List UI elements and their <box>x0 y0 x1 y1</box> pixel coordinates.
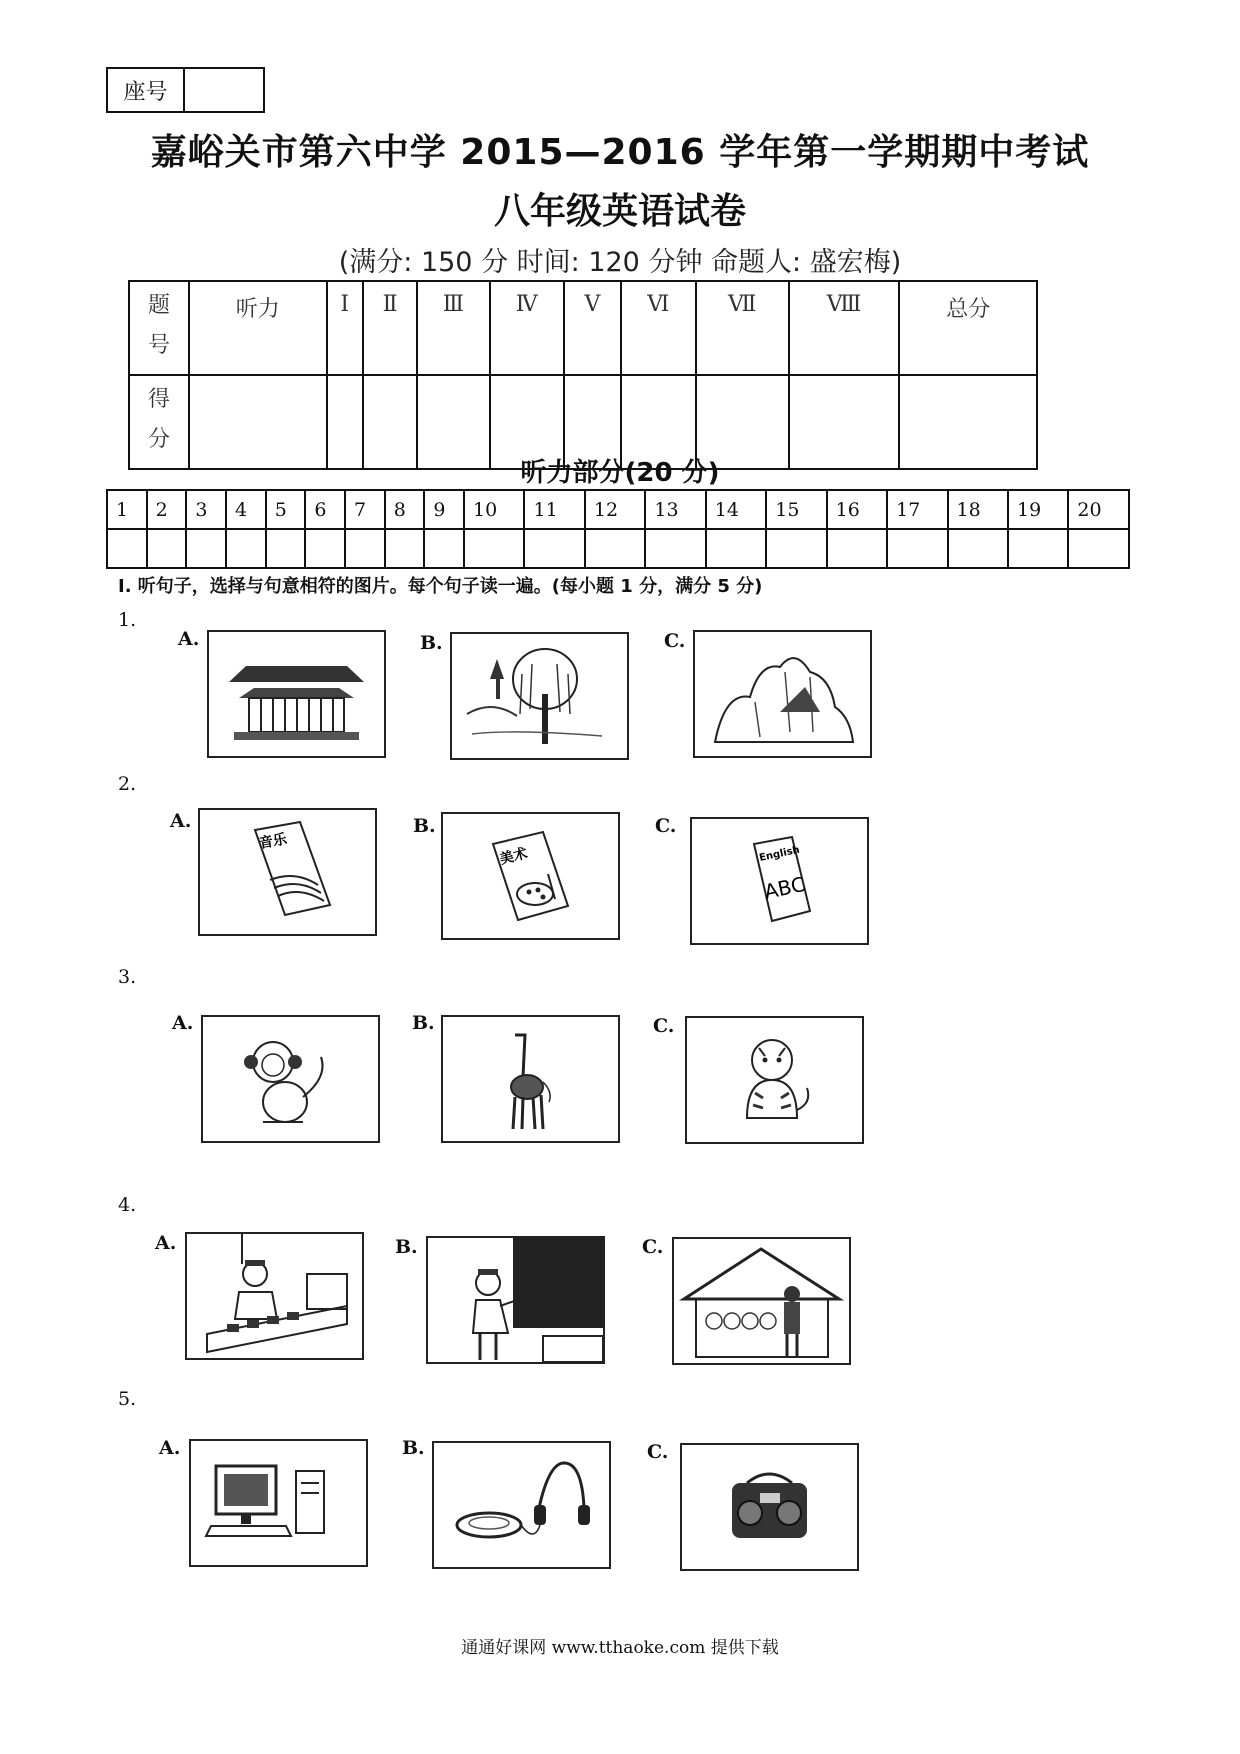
option-c-picture[interactable] <box>672 1237 851 1365</box>
seat-number-box <box>106 67 265 113</box>
header-7: Ⅶ <box>696 281 789 375</box>
answer-number-cell: 9 <box>424 490 464 529</box>
answer-blank-cell[interactable] <box>147 529 187 568</box>
mountains-icon <box>695 632 870 756</box>
option-label: B. <box>395 1236 418 1258</box>
answer-blank-cell[interactable] <box>645 529 705 568</box>
answer-blank-cell[interactable] <box>524 529 584 568</box>
answer-number-cell: 20 <box>1068 490 1129 529</box>
answer-number-cell: 5 <box>266 490 306 529</box>
tiger-icon <box>687 1018 862 1142</box>
header-8: Ⅷ <box>789 281 900 375</box>
header-2: Ⅱ <box>363 281 417 375</box>
option-a-picture[interactable] <box>185 1232 364 1360</box>
option-b-picture[interactable] <box>450 632 629 760</box>
option-a-picture[interactable] <box>198 808 377 936</box>
option-label: A. <box>159 1437 181 1459</box>
option-b-picture[interactable] <box>432 1441 611 1569</box>
answer-blank-cell[interactable] <box>827 529 887 568</box>
option-c-picture[interactable] <box>690 817 869 945</box>
score-header-row <box>129 281 1037 375</box>
answer-number-cell: 15 <box>766 490 826 529</box>
listening-section-title: 听力部分(20 分) <box>520 458 720 488</box>
option-label: A. <box>172 1012 194 1034</box>
option-label: B. <box>413 815 436 837</box>
answer-blank-cell[interactable] <box>345 529 385 568</box>
svg-text:English: English <box>758 844 801 864</box>
answer-blank-cell[interactable] <box>585 529 645 568</box>
question-number: 3. <box>118 966 137 988</box>
answer-blank-cell[interactable] <box>766 529 826 568</box>
farmer-icon <box>674 1239 849 1363</box>
answer-number-cell: 16 <box>827 490 887 529</box>
option-c-picture[interactable] <box>693 630 872 758</box>
question-number: 1. <box>118 609 137 631</box>
answer-number-cell: 17 <box>887 490 947 529</box>
question-number-label: 题 号 <box>129 281 189 375</box>
answer-blank-cell[interactable] <box>385 529 425 568</box>
option-c-picture[interactable] <box>680 1443 859 1571</box>
answer-table <box>106 489 1130 569</box>
answer-blank-row <box>107 529 1129 568</box>
option-label: A. <box>155 1232 177 1254</box>
question-number: 5. <box>118 1388 137 1410</box>
answer-number-cell: 10 <box>464 490 524 529</box>
answer-blank-cell[interactable] <box>1008 529 1068 568</box>
answer-blank-cell[interactable] <box>1068 529 1129 568</box>
answer-number-cell: 18 <box>948 490 1008 529</box>
answer-number-row <box>107 490 1129 529</box>
answer-blank-cell[interactable] <box>305 529 345 568</box>
option-label: A. <box>170 810 192 832</box>
shop-clerk-icon <box>187 1234 362 1358</box>
option-a-picture[interactable] <box>207 630 386 758</box>
answer-blank-cell[interactable] <box>266 529 306 568</box>
option-b-picture[interactable] <box>441 1015 620 1143</box>
cd-player-headphones-icon <box>434 1443 609 1567</box>
option-b-picture[interactable] <box>426 1236 605 1364</box>
svg-text:ABC: ABC <box>762 871 808 904</box>
music-book-icon <box>200 810 375 934</box>
option-b-picture[interactable] <box>441 812 620 940</box>
answer-number-cell: 13 <box>645 490 705 529</box>
option-a-picture[interactable] <box>189 1439 368 1567</box>
exam-title: 嘉峪关市第六中学 2015—2016 学年第一学期期中考试 <box>150 132 1090 173</box>
answer-number-cell: 11 <box>524 490 584 529</box>
option-a-picture[interactable] <box>201 1015 380 1143</box>
answer-number-cell: 1 <box>107 490 147 529</box>
header-5: Ⅴ <box>564 281 621 375</box>
question-number: 4. <box>118 1194 137 1216</box>
answer-blank-cell[interactable] <box>948 529 1008 568</box>
option-label: B. <box>402 1437 425 1459</box>
option-label: C. <box>642 1236 664 1258</box>
radio-icon <box>682 1445 857 1569</box>
score-table <box>128 280 1038 470</box>
header-total: 总分 <box>899 281 1037 375</box>
footer-source: 通通好课网 www.tthaoke.com 提供下载 <box>461 1638 779 1658</box>
art-book-icon <box>443 814 618 938</box>
palace-icon <box>209 632 384 756</box>
option-label: B. <box>420 632 443 654</box>
header-3: Ⅲ <box>417 281 489 375</box>
answer-number-cell: 19 <box>1008 490 1068 529</box>
teacher-icon <box>428 1238 603 1362</box>
exam-info: (满分: 150 分 时间: 120 分钟 命题人: 盛宏梅) <box>338 247 902 278</box>
option-label: C. <box>653 1015 675 1037</box>
answer-number-cell: 7 <box>345 490 385 529</box>
exam-subject-title: 八年级英语试卷 <box>493 191 746 232</box>
answer-number-cell: 2 <box>147 490 187 529</box>
computer-icon <box>191 1441 366 1565</box>
question-number: 2. <box>118 773 137 795</box>
answer-number-cell: 4 <box>226 490 266 529</box>
svg-text:美术: 美术 <box>498 845 530 868</box>
option-label: C. <box>647 1441 669 1463</box>
answer-blank-cell[interactable] <box>107 529 147 568</box>
header-listening: 听力 <box>189 281 327 375</box>
option-label: B. <box>412 1012 435 1034</box>
answer-blank-cell[interactable] <box>887 529 947 568</box>
answer-blank-cell[interactable] <box>424 529 464 568</box>
answer-blank-cell[interactable] <box>226 529 266 568</box>
seat-blank[interactable] <box>185 69 263 111</box>
option-c-picture[interactable] <box>685 1016 864 1144</box>
answer-number-cell: 6 <box>305 490 345 529</box>
answer-number-cell: 8 <box>385 490 425 529</box>
willow-tree-icon <box>452 634 627 758</box>
header-1: Ⅰ <box>327 281 363 375</box>
seat-label: 座号 <box>108 69 185 111</box>
header-6: Ⅵ <box>621 281 696 375</box>
header-4: Ⅳ <box>490 281 564 375</box>
giraffe-icon <box>443 1017 618 1141</box>
answer-number-cell: 14 <box>706 490 766 529</box>
monkey-icon <box>203 1017 378 1141</box>
option-label: C. <box>664 630 686 652</box>
option-label: A. <box>178 628 200 650</box>
english-book-icon <box>692 819 867 943</box>
answer-blank-cell[interactable] <box>464 529 524 568</box>
answer-blank-cell[interactable] <box>706 529 766 568</box>
section1-instruction: Ⅰ. 听句子，选择与句意相符的图片。每个句子读一遍。(每小题 1 分，满分 5 分) <box>118 576 763 597</box>
svg-text:音乐: 音乐 <box>257 831 289 852</box>
answer-blank-cell[interactable] <box>186 529 226 568</box>
answer-number-cell: 3 <box>186 490 226 529</box>
score-label: 得 分 <box>129 375 189 469</box>
answer-number-cell: 12 <box>585 490 645 529</box>
option-label: C. <box>655 815 677 837</box>
